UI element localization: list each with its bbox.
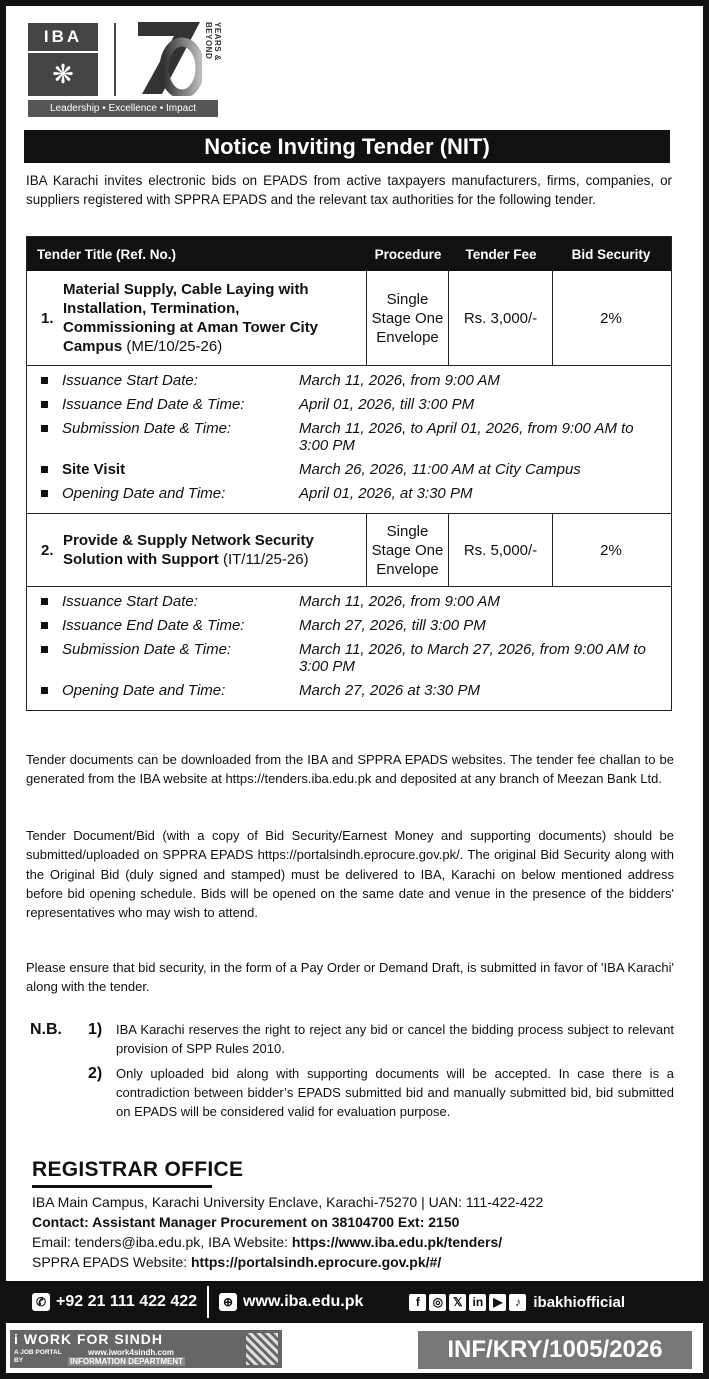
tender-title: Material Supply, Cable Laying with Installation, Termination, Commissioning at Aman Tower City Campus: [63, 281, 319, 355]
nb-number: 2): [88, 1065, 103, 1082]
tender-row: [27, 271, 671, 366]
nb-text: Only uploaded bid along with supporting documents will be accepted. In case there is a contradiction between bidder’s EPADS submitted bid and manually submitted bid, bid submitted on EPADS will be considered valid for evaluation purpose.: [116, 1066, 674, 1119]
download-paragraph: Tender documents can be downloaded from the IBA and SPPRA EPADS websites. The tender fee challan to be generated from the IBA website at https://tenders.iba.edu.pk and deposited at any branch of Meezan Bank Ltd.: [26, 752, 674, 787]
logo-divider: [114, 23, 116, 96]
website-link[interactable]: www.iba.edu.pk: [243, 1293, 364, 1310]
bullet-icon: [41, 598, 53, 605]
date-row: [41, 593, 671, 610]
tender-number: 2.: [41, 541, 54, 559]
registrar-contact: Contact: Assistant Manager Procurement on 38104700 Ext: 2150: [32, 1214, 460, 1230]
iba-wordmark: IBA: [28, 23, 98, 51]
date-value: March 11, 2026, from 9:00 AM: [299, 372, 500, 389]
tiktok-icon[interactable]: ♪: [509, 1294, 526, 1311]
sindh-department: INFORMATION DEPARTMENT: [70, 1357, 184, 1366]
iba-logo: [28, 20, 222, 117]
submission-paragraph: Tender Document/Bid (with a copy of Bid Security/Earnest Money and supporting documents) should be submitted/uploaded on SPPRA EPADS https://portalsindh.eprocure.gov.pk/. The original Bid Security along with the Original Bid (duly signed and stamped) must be delivered to IBA, Karachi on below mentioned address before bid opening schedule. Bids will be opened on the same date and venue in the presence of the bidders' representatives who may wish to attend.: [26, 828, 674, 921]
iwork-for-sindh-banner: [10, 1330, 282, 1368]
header-procedure: Procedure: [374, 246, 442, 262]
registrar-website-link[interactable]: https://www.iba.edu.pk/tenders/: [291, 1234, 503, 1250]
bullet-icon: [41, 377, 53, 384]
qr-code-icon: [246, 1333, 278, 1365]
facebook-icon[interactable]: f: [409, 1294, 426, 1311]
footer-divider: [207, 1286, 209, 1318]
intro-text: IBA Karachi invites electronic bids on EPADS from active taxpayers manufacturers, firms, companies, or suppliers registered with SPPRA EPADS and the relevant tax authorities for the following tender.: [26, 173, 672, 207]
footer-website[interactable]: [219, 1293, 363, 1311]
date-row: [41, 641, 671, 675]
nb-item: [88, 1020, 674, 1058]
date-row: [41, 617, 671, 634]
epads-label: SPPRA EPADS Website:: [32, 1254, 191, 1270]
tender-title-cell: [27, 514, 367, 586]
date-value: March 11, 2026, to April 01, 2026, from 9:00 AM to 3:00 PM: [299, 420, 634, 454]
tender-dates: [27, 587, 671, 710]
nb-label: N.B.: [30, 1021, 62, 1038]
page-title: Notice Inviting Tender (NIT): [24, 130, 670, 163]
registrar-title: REGISTRAR OFFICE: [32, 1158, 244, 1181]
nb-item: [88, 1064, 674, 1121]
iba-emblem-icon: ❋: [28, 53, 98, 96]
sindh-small-text: A JOB PORTAL BY: [14, 1349, 62, 1364]
tender-fee: Rs. 3,000/-: [449, 271, 553, 365]
header-security: Bid Security: [571, 246, 651, 262]
tender-title: Provide & Supply Network Security Solution with Support: [63, 532, 314, 568]
date-value: March 26, 2026, 11:00 AM at City Campus: [299, 461, 581, 478]
tender-ref: (ME/10/25-26): [126, 338, 223, 355]
bullet-icon: [41, 687, 53, 694]
nb-number: 1): [88, 1021, 103, 1038]
header-title: Tender Title (Ref. No.): [37, 246, 177, 262]
date-label: Issuance End Date & Time:: [62, 396, 245, 413]
x-icon[interactable]: 𝕏: [449, 1294, 466, 1311]
date-value: March 11, 2026, to March 27, 2026, from 9:00 AM to 3:00 PM: [299, 641, 646, 675]
phone-number: +92 21 111 422 422: [56, 1293, 198, 1310]
date-label: Submission Date & Time:: [62, 420, 232, 437]
years-beyond-text: YEARS & BEYOND: [204, 22, 222, 62]
registrar-email: Email: tenders@iba.edu.pk, IBA Website:: [32, 1234, 292, 1250]
sindh-url: www.iwork4sindh.com: [88, 1348, 174, 1357]
tender-title-cell: [27, 271, 367, 365]
bid-security-paragraph: Please ensure that bid security, in the form of a Pay Order or Demand Draft, is submitted in favor of 'IBA Karachi' along with the tender.: [26, 960, 674, 995]
epads-link[interactable]: https://portalsindh.eprocure.gov.pk/#/: [191, 1254, 442, 1270]
date-row: [41, 461, 671, 478]
phone-icon: ✆: [32, 1293, 50, 1311]
tender-security: 2%: [600, 541, 622, 559]
registrar-address: IBA Main Campus, Karachi University Enclave, Karachi-75270 | UAN: 111-422-422: [32, 1194, 544, 1210]
globe-icon: ⊕: [219, 1293, 237, 1311]
date-label: Issuance Start Date:: [62, 593, 198, 610]
date-value: April 01, 2026, till 3:00 PM: [299, 396, 475, 413]
bullet-icon: [41, 622, 53, 629]
instagram-icon[interactable]: ◎: [429, 1294, 446, 1311]
tagline: Leadership • Excellence • Impact: [28, 100, 218, 117]
contact-footer-bar: [6, 1281, 703, 1323]
bullet-icon: [41, 490, 53, 497]
footer-phone: [32, 1293, 197, 1311]
tender-fee: Rs. 5,000/-: [449, 514, 553, 586]
table-header: [27, 237, 671, 271]
tender-table: [26, 236, 672, 711]
registrar-details: [32, 1192, 543, 1272]
bullet-icon: [41, 466, 53, 473]
tender-number: 1.: [41, 309, 54, 327]
reference-code: INF/KRY/1005/2026: [418, 1331, 692, 1369]
social-handle: ibakhiofficial: [533, 1293, 626, 1311]
date-row: [41, 485, 671, 502]
bullet-icon: [41, 401, 53, 408]
seventy-years-icon: [134, 20, 202, 96]
date-label: Issuance End Date & Time:: [62, 617, 245, 634]
date-label: Opening Date and Time:: [62, 485, 226, 502]
date-label: Issuance Start Date:: [62, 372, 198, 389]
date-value: March 27, 2026 at 3:30 PM: [299, 682, 480, 699]
registrar-underline: [32, 1185, 212, 1188]
tender-procedure: Single Stage One Envelope: [367, 514, 449, 586]
tender-dates: [27, 366, 671, 514]
date-value: March 11, 2026, from 9:00 AM: [299, 593, 500, 610]
tender-procedure: Single Stage One Envelope: [367, 271, 449, 365]
date-label: Site Visit: [62, 461, 126, 478]
nb-text: IBA Karachi reserves the right to reject any bid or cancel the bidding process subject to relevant provision of SPP Rules 2010.: [116, 1022, 674, 1056]
tender-security: 2%: [600, 309, 622, 327]
bullet-icon: [41, 646, 53, 653]
bullet-icon: [41, 425, 53, 432]
date-value: March 27, 2026, till 3:00 PM: [299, 617, 486, 634]
date-value: April 01, 2026, at 3:30 PM: [299, 485, 473, 502]
date-label: Opening Date and Time:: [62, 682, 226, 699]
social-icons: [409, 1294, 625, 1311]
sindh-title: i WORK FOR SINDH: [14, 1331, 163, 1347]
youtube-icon[interactable]: ▶: [489, 1294, 506, 1311]
date-row: [41, 420, 671, 454]
header-fee: Tender Fee: [465, 246, 537, 262]
date-row: [41, 396, 671, 413]
tender-ref: (IT/11/25-26): [222, 551, 309, 568]
date-label: Submission Date & Time:: [62, 641, 232, 658]
linkedin-icon[interactable]: in: [469, 1294, 486, 1311]
tender-row: [27, 514, 671, 587]
date-row: [41, 372, 671, 389]
date-row: [41, 682, 671, 699]
